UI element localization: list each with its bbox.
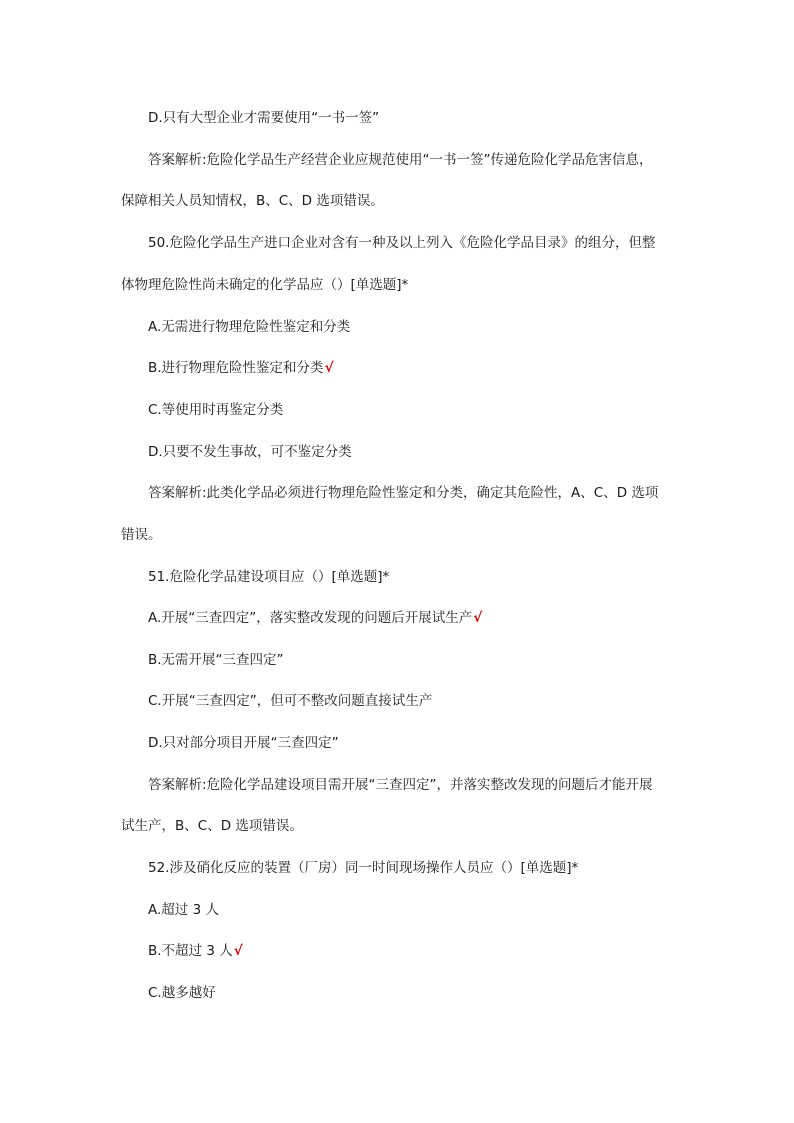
line-text: D.只对部分项目开展“三查四定”: [148, 735, 339, 751]
line-text: B.不超过 3 人: [148, 943, 233, 959]
correct-check-icon: √: [473, 610, 483, 626]
answer-explanation-q51: [148, 775, 653, 795]
answer-explanation-q50-cont: [121, 525, 162, 545]
option-a-q50: [148, 317, 350, 337]
line-text: 保障相关人员知情权，B、C、D 选项错误。: [121, 193, 384, 209]
correct-check-icon: √: [324, 360, 334, 376]
line-text: B.进行物理危险性鉴定和分类: [148, 360, 324, 376]
line-text: C.开展“三查四定”，但可不整改问题直接试生产: [148, 693, 433, 709]
option-b-q52: [148, 941, 243, 961]
answer-explanation-q51-cont: [121, 816, 303, 836]
line-text: 答案解析:危险化学品生产经营企业应规范使用“一书一签”传递危险化学品危害信息，: [148, 152, 653, 168]
option-d-q49: [148, 108, 379, 128]
line-text: 试生产，B、C、D 选项错误。: [121, 818, 303, 834]
line-text: 答案解析:此类化学品必须进行物理危险性鉴定和分类，确定其危险性，A、C、D 选项: [148, 485, 659, 501]
line-text: 答案解析:危险化学品建设项目需开展“三查四定”，并落实整改发现的问题后才能开展: [148, 777, 653, 793]
answer-explanation-q49: [148, 150, 653, 170]
answer-explanation-q50: [148, 483, 658, 503]
option-c-q51: [148, 691, 432, 711]
question-51: [148, 567, 389, 587]
line-text: A.超过 3 人: [148, 902, 219, 918]
option-d-q50: [148, 442, 352, 462]
answer-explanation-q49-cont: [121, 191, 384, 211]
option-a-q52: [148, 900, 219, 920]
line-text: 体物理危险性尚未确定的化学品应（）[单选题]*: [121, 277, 409, 293]
option-b-q50: [148, 358, 334, 378]
line-text: 错误。: [121, 527, 162, 543]
line-text: D.只有大型企业才需要使用“一书一签”: [148, 110, 380, 126]
line-text: 52.涉及硝化反应的装置（厂房）同一时间现场操作人员应（）[单选题]*: [148, 860, 579, 876]
line-text: 50.危险化学品生产进口企业对含有一种及以上列入《危险化学品目录》的组分，但整: [148, 235, 656, 251]
correct-check-icon: √: [233, 943, 243, 959]
option-c-q50: [148, 400, 283, 420]
line-text: 51.危险化学品建设项目应（）[单选题]*: [148, 569, 390, 585]
line-text: B.无需开展“三查四定”: [148, 652, 284, 668]
question-50-cont: [121, 275, 408, 295]
option-b-q51: [148, 650, 284, 670]
line-text: A.开展“三查四定”，落实整改发现的问题后开展试生产: [148, 610, 473, 626]
line-text: C.等使用时再鉴定分类: [148, 402, 284, 418]
line-text: C.越多越好: [148, 985, 216, 1001]
option-c-q52: [148, 983, 216, 1003]
option-a-q51: [148, 608, 482, 628]
line-text: D.只要不发生事故，可不鉴定分类: [148, 444, 352, 460]
question-50: [148, 233, 655, 253]
line-text: A.无需进行物理危险性鉴定和分类: [148, 319, 351, 335]
question-52: [148, 858, 578, 878]
option-d-q51: [148, 733, 339, 753]
